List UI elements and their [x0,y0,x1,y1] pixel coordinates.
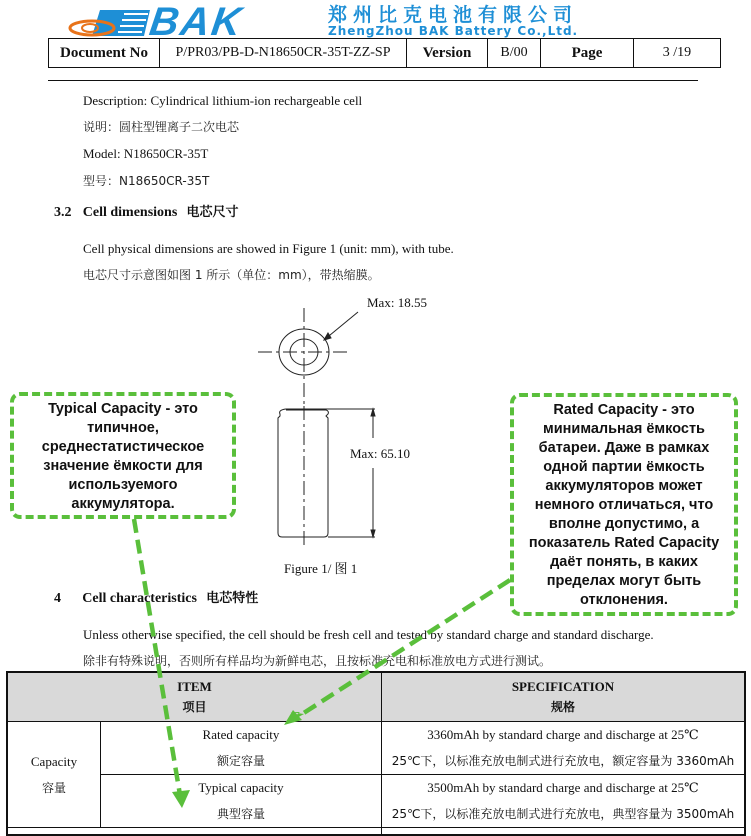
header-spec-en: SPECIFICATION [511,679,615,694]
section-3-2-heading [54,204,239,221]
group-capacity [7,722,101,828]
document-info-table [48,38,721,68]
section-4-text-cn: 除非有特殊说明，否则所有样品均为新鲜电芯，且按标准充电和标准放电方式进行测试。 [83,654,552,668]
section-title-cn: 电芯尺寸 [186,205,239,220]
page-value: 3 /19 [634,39,721,68]
item-en: Rated capacity [202,727,280,742]
section-4-text-en: Unless otherwise specified, the cell should be fresh cell and tested by standard charge and standard discharge. [83,627,654,642]
spec-cn: 25℃下，以标准充放电制式进行充放电，典型容量为 3500mAh [391,807,735,821]
section-title-en: Cell characteristics [82,591,197,606]
height-label: Max: 65.10 [350,446,410,461]
cell-characteristics-table [6,671,746,836]
doc-no-label: Document No [49,39,160,68]
header-spec-cn: 规格 [550,700,575,714]
group-label-en: Capacity [30,753,78,769]
diameter-label: Max: 18.55 [367,295,427,310]
item-cn: 额定容量 [216,754,265,768]
section-title-en: Cell dimensions [82,205,178,220]
logo-text: BAK [146,0,246,44]
table-row [7,828,745,836]
table-row [7,722,745,775]
item-typical-capacity [101,775,382,828]
section-number: 4 [54,591,61,606]
item-cn: 典型容量 [216,807,265,821]
table-row [7,775,745,828]
header-item-en: ITEM [177,679,212,694]
version-label: Version [407,39,488,68]
header-item-cn: 项目 [182,700,207,714]
header-specification [381,672,745,722]
section-4-heading [54,590,258,607]
spec-cn: 25℃下，以标准充放电制式进行充放电，额定容量为 3360mAh [391,754,735,768]
spec-en: 3500mAh by standard charge and discharge at 25℃ [427,780,699,795]
description-cn: 说明：圆柱型锂离子二次电芯 [83,120,240,134]
group-label-cn: 容量 [41,780,66,795]
spec-en: 3360mAh by standard charge and discharge at 25℃ [427,727,699,742]
figure-caption: Figure 1/ 图 1 [284,561,358,576]
cell-side-view [278,409,328,537]
typical-capacity-callout: Typical Capacity - это типичное, среднестатистическое значение ёмкости для используемого аккумулятора. [10,392,236,519]
section-title-cn: 电芯特性 [206,591,259,606]
header-item [7,672,381,722]
page-label: Page [541,39,634,68]
section-3-2-text-en: Cell physical dimensions are showed in Figure 1 (unit: mm), with tube. [83,241,454,256]
bak-logo-icon [62,8,150,38]
description-en: Description: Cylindrical lithium-ion rechargeable cell [83,93,363,108]
company-name-cn: 郑州比克电池有限公司 [328,4,579,26]
section-3-2-text-cn: 电芯尺寸示意图如图 1 所示（单位：mm），带热缩膜。 [83,268,380,282]
company-name-en: ZhengZhou BAK Battery Co.,Ltd. [328,24,579,38]
section-number: 3.2 [54,205,72,220]
cell-dimension-figure [240,288,460,548]
spec-typical-capacity [381,775,745,828]
item-en: Typical capacity [198,780,284,795]
model-cn: 型号：N18650CR-35T [83,174,210,188]
item-rated-capacity [101,722,382,775]
rated-capacity-callout: Rated Capacity - это минимальная ёмкость батареи. Даже в рамках одной партии ёмкость аккумуляторов может немного отличаться, что вполне допустимо, а показатель Rated Capacity даёт понять, в каких пределах могут быть отклонения. [510,393,738,616]
doc-no-value: P/PR03/PB-D-N18650CR-35T-ZZ-SP [160,39,407,68]
table-header-row [7,672,745,722]
version-value: B/00 [488,39,541,68]
model-en: Model: N18650CR-35T [83,146,209,161]
header-divider [48,80,698,81]
spec-rated-capacity [381,722,745,775]
